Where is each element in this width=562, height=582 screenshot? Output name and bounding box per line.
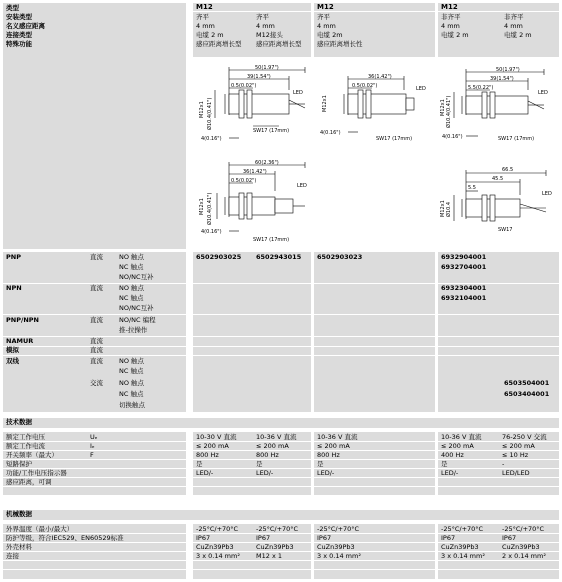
led-label: LED xyxy=(538,90,548,96)
mech-value: -25°C/+70°C xyxy=(502,525,545,533)
tech-label: 短路保护 xyxy=(6,460,32,468)
thread-label: M12x1 xyxy=(322,95,328,112)
part-number: 6502943015 xyxy=(256,253,302,261)
dim-offset: 4(0.16") xyxy=(201,229,222,235)
mech-value: IP67 xyxy=(317,534,332,542)
part-number: 6502903025 xyxy=(196,253,242,261)
dim-body: 39(1.54") xyxy=(247,74,271,80)
mech-value: 3 x 0.14 mm² xyxy=(317,552,361,560)
tech-value: 10-36 V 直流 xyxy=(317,433,358,441)
tech-value: 10-30 V 直流 xyxy=(196,433,237,441)
label-distance: 名义感应距离 xyxy=(6,22,45,30)
output-two-wire-ac: 交流 xyxy=(90,379,103,387)
tech-label: 额定工作电压 xyxy=(6,433,45,441)
tech-value: LED/- xyxy=(441,469,459,477)
mech-value: IP67 xyxy=(196,534,211,542)
output-pnp-npn-type: 直流 xyxy=(90,316,103,324)
tech-value: 800 Hz xyxy=(196,451,219,459)
led-label: LED xyxy=(416,86,426,92)
part-number: 6503404001 xyxy=(504,390,550,398)
mech-title-bar xyxy=(3,510,559,520)
dimension-drawing-4 xyxy=(193,155,311,247)
thread-label: M12x1 xyxy=(440,200,446,217)
mech-title: 机械数据 xyxy=(6,510,32,518)
output-npn-func: NC 触点 xyxy=(119,294,144,302)
tech-value: - xyxy=(502,460,505,468)
col5-distance: 4 mm xyxy=(504,22,523,30)
dim-face: 0.5(0.02") xyxy=(231,178,257,184)
output-pnp-npn-func: NO/NC 编程 xyxy=(119,316,156,324)
output-two-wire-func: NC 触点 xyxy=(119,390,144,398)
tech-value: 是 xyxy=(441,460,448,468)
diameter-label: Ø10.4(0.41") xyxy=(207,97,213,130)
col2-connection: M12接头 xyxy=(256,31,283,39)
col1-special: 感应距离增长型 xyxy=(196,40,242,48)
led-label: LED xyxy=(297,183,307,189)
mech-value: 3 x 0.14 mm² xyxy=(196,552,240,560)
output-two-wire-func: NO 触点 xyxy=(119,357,145,365)
output-namur: NAMUR xyxy=(6,337,34,345)
part-number: 6503504001 xyxy=(504,379,550,387)
dim-length: 60(2.36") xyxy=(255,160,279,166)
mech-value: -25°C/+70°C xyxy=(196,525,239,533)
mech-value: CuZn39Pb3 xyxy=(256,543,294,551)
dim-length: 50(1.97") xyxy=(496,67,520,73)
col5-install: 非齐平 xyxy=(504,13,524,21)
thread-label: M12x1 xyxy=(440,99,446,116)
col1-connection: 电缆 2 m xyxy=(196,31,224,39)
diameter-label: Ø10.4(0.41") xyxy=(207,192,213,225)
dim-face: 5.5(0.22") xyxy=(468,85,494,91)
dim-face: 0.5(0.02") xyxy=(352,83,378,89)
led-label: LED xyxy=(542,191,552,197)
dim-body: 45.5 xyxy=(492,176,504,182)
col3-install: 齐平 xyxy=(317,13,330,21)
tech-value: 10-36 V 直流 xyxy=(256,433,297,441)
mech-value: -25°C/+70°C xyxy=(256,525,299,533)
tech-value: 10-36 V 直流 xyxy=(441,433,482,441)
output-pnp-func: NO 触点 xyxy=(119,253,145,261)
led-label: LED xyxy=(293,90,303,96)
mech-value: 2 x 0.14 mm² xyxy=(502,552,546,560)
output-namur-type: 直流 xyxy=(90,337,103,345)
dimension-drawing-5 xyxy=(438,155,559,247)
tech-label: 额定工作电流 xyxy=(6,442,45,450)
label-install: 安装类型 xyxy=(6,13,32,21)
part-number: 6932304001 xyxy=(441,284,487,292)
tech-value: ≤ 200 mA xyxy=(256,442,289,450)
tech-symbol: F xyxy=(90,451,94,459)
outputs-panel xyxy=(3,252,559,412)
tech-value: LED/- xyxy=(317,469,335,477)
col2-install: 齐平 xyxy=(256,13,269,21)
group-title-2: M12 xyxy=(317,3,334,11)
mech-value: CuZn39Pb3 xyxy=(441,543,479,551)
output-pnp-npn: PNP/NPN xyxy=(6,316,39,324)
thread-label: M12x1 xyxy=(199,101,205,118)
output-pnp: PNP xyxy=(6,253,21,261)
dim-offset: 4(0.16") xyxy=(320,130,341,136)
tech-value: 400 Hz xyxy=(441,451,464,459)
mech-label: 防护等级，符合IEC529、EN60529标准 xyxy=(6,534,124,542)
mech-value: CuZn39Pb3 xyxy=(317,543,355,551)
output-npn: NPN xyxy=(6,284,22,292)
tech-value: ≤ 10 Hz xyxy=(502,451,529,459)
tech-value: 是 xyxy=(317,460,324,468)
tech-title-bar xyxy=(3,418,559,428)
dim-face: 5.5 xyxy=(468,185,476,191)
mech-value: -25°C/+70°C xyxy=(317,525,360,533)
thread-label: M12x1 xyxy=(199,198,205,215)
label-type: 类型 xyxy=(6,4,19,12)
tech-value: 是 xyxy=(256,460,263,468)
tech-value: 是 xyxy=(196,460,203,468)
output-pnp-func: NO/NC互补 xyxy=(119,273,154,281)
wrench-size: SW17 (17mm) xyxy=(376,136,413,142)
tech-value: ≤ 200 mA xyxy=(317,442,350,450)
col1-install: 齐平 xyxy=(196,13,209,21)
mech-value: 3 x 0.14 mm² xyxy=(441,552,485,560)
part-number: 6502903023 xyxy=(317,253,363,261)
col3-special: 感应距离增长性 xyxy=(317,40,363,48)
col3-connection: 电缆 2m xyxy=(317,31,343,39)
dim-length: 50(1.97") xyxy=(255,65,279,71)
col3-distance: 4 mm xyxy=(317,22,336,30)
part-number: 6932104001 xyxy=(441,294,487,302)
mech-value: -25°C/+70°C xyxy=(441,525,484,533)
output-npn-func: NO 触点 xyxy=(119,284,145,292)
mech-value: IP67 xyxy=(502,534,517,542)
tech-label: 感应距离，可调 xyxy=(6,478,52,486)
tech-value: LED/- xyxy=(256,469,274,477)
mech-label: 外界温度（最小/最大） xyxy=(6,525,74,533)
dim-body: 39(1.54") xyxy=(490,76,514,82)
tech-value: 800 Hz xyxy=(317,451,340,459)
col2-distance: 4 mm xyxy=(256,22,275,30)
mech-label: 连接 xyxy=(6,552,19,560)
mech-value: CuZn39Pb3 xyxy=(502,543,540,551)
dimension-drawing-3 xyxy=(438,60,559,150)
tech-value: ≤ 200 mA xyxy=(441,442,474,450)
output-analog-type: 直流 xyxy=(90,346,103,354)
label-special: 特殊功能 xyxy=(6,40,32,48)
tech-label: 开关频率（最大） xyxy=(6,451,58,459)
wrench-size: SW17 xyxy=(498,227,513,233)
output-two-wire-func: 切换触点 xyxy=(119,401,145,409)
output-analog: 模拟 xyxy=(6,346,19,354)
dim-body: 36(1.42") xyxy=(243,169,267,175)
tech-symbol: Iₑ xyxy=(90,442,95,450)
diameter-label: Ø10.4 xyxy=(446,201,452,217)
group-title-1: M12 xyxy=(196,3,213,11)
output-pnp-type: 直流 xyxy=(90,253,103,261)
tech-value: LED/- xyxy=(196,469,214,477)
dim-face: 0.5(0.02") xyxy=(231,83,257,89)
output-two-wire-func: NO 触点 xyxy=(119,379,145,387)
col2-special: 感应距离增长型 xyxy=(256,40,302,48)
col5-connection: 电缆 2 m xyxy=(504,31,532,39)
dim-length: 66.5 xyxy=(502,167,514,173)
tech-value: ≤ 200 mA xyxy=(502,442,535,450)
col4-install: 非齐平 xyxy=(441,13,461,21)
dim-offset: 4(0.16") xyxy=(201,136,222,142)
dim-body: 36(1.42") xyxy=(368,74,392,80)
header-divider xyxy=(193,11,559,12)
tech-value: 76-250 V 交流 xyxy=(502,433,547,441)
dim-offset: 4(0.16") xyxy=(442,134,463,140)
dimension-drawing-2 xyxy=(314,60,435,150)
wrench-size: SW17 (17mm) xyxy=(253,128,290,134)
tech-title: 技术数据 xyxy=(6,418,32,426)
output-npn-type: 直流 xyxy=(90,284,103,292)
col4-connection: 电缆 2 m xyxy=(441,31,469,39)
output-two-wire: 双线 xyxy=(6,357,19,365)
group-title-3: M12 xyxy=(441,3,458,11)
mech-value: CuZn39Pb3 xyxy=(196,543,234,551)
diameter-label: Ø10.4(0.41") xyxy=(446,95,452,128)
dimension-drawing-1 xyxy=(193,60,311,150)
col4-distance: 4 mm xyxy=(441,22,460,30)
mech-label: 外壳材料 xyxy=(6,543,32,551)
mech-value: IP67 xyxy=(441,534,456,542)
output-two-wire-dc: 直流 xyxy=(90,357,103,365)
output-pnp-func: NC 触点 xyxy=(119,263,144,271)
wrench-size: SW17 (17mm) xyxy=(253,237,290,243)
mech-value: IP67 xyxy=(256,534,271,542)
tech-value: ≤ 200 mA xyxy=(196,442,229,450)
output-pnp-npn-func: 推-拉操作 xyxy=(119,326,148,334)
part-number: 6932704001 xyxy=(441,263,487,271)
output-npn-func: NO/NC互补 xyxy=(119,304,154,312)
mech-value: M12 x 1 xyxy=(256,552,282,560)
output-two-wire-func: NC 触点 xyxy=(119,367,144,375)
col1-distance: 4 mm xyxy=(196,22,215,30)
tech-label: 功能/工作电压指示器 xyxy=(6,469,67,477)
tech-symbol: Uₑ xyxy=(90,433,98,441)
tech-value: LED/LED xyxy=(502,469,530,477)
label-connection: 连接类型 xyxy=(6,31,32,39)
tech-value: 800 Hz xyxy=(256,451,279,459)
wrench-size: SW17 (17mm) xyxy=(498,136,535,142)
part-number: 6932904001 xyxy=(441,253,487,261)
